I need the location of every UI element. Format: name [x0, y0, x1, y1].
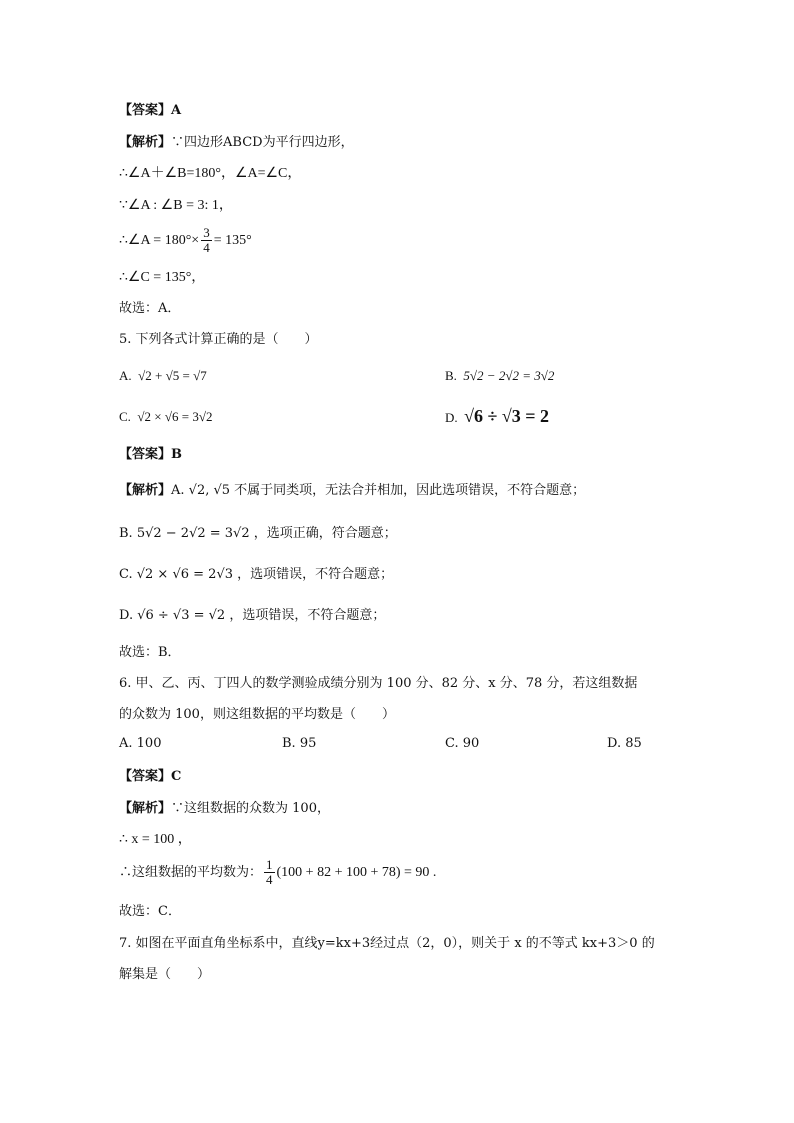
q6-option-b: B. 95 [282, 736, 317, 751]
q6-question-line1: 6. 甲、乙、丙、丁四人的数学测验成绩分别为 100 分、82 分、x 分、78 分，若这组数据 [119, 676, 638, 691]
q6-step-x: ∴ x = 100 ， [119, 832, 192, 847]
q5-option-c: C. √2 × √6 = 3√2 [119, 409, 213, 424]
q5-analysis-b: B. 5√2 − 2√2 = 3√2 ，选项正确，符合题意； [119, 526, 397, 541]
q7-question-line1: 7. 如图在平面直角坐标系中，直线y=kx+3经过点（2，0），则关于 x 的不等式 kx+3＞0 的 [119, 936, 655, 951]
q6-option-a: A. 100 [119, 736, 162, 751]
q4-analysis: 【解析】∵四边形ABCD为平行四边形， [119, 135, 354, 150]
q6-option-c: C. 90 [445, 736, 480, 751]
q4-step-ratio: ∵∠A : ∠B = 3: 1， [119, 198, 233, 213]
fraction: $\frac{1}{4}$ [266, 857, 273, 887]
q6-answer: 【答案】C [119, 769, 182, 784]
q5-answer: 【答案】B [119, 447, 182, 462]
q7-question-line2: 解集是（ ） [119, 967, 211, 982]
q6-analysis: 【解析】∵这组数据的众数为 100， [119, 801, 330, 816]
q4-step-angle-a: ∴∠A = 180°× $\frac{3}{4}$ = 135° [119, 225, 252, 256]
q5-analysis-a: 【解析】A. √2, √5 不属于同类项，无法合并相加，因此选项错误，不符合题意； [119, 483, 586, 498]
q5-option-a: A. √2 + √5 = √7 [119, 368, 207, 383]
q4-step-angle-c: ∴∠C = 135°， [119, 270, 206, 285]
q5-analysis-d: D. √6 ÷ √3 = √2 ，选项错误，不符合题意； [119, 608, 386, 623]
q5-conclusion: 故选：B． [119, 645, 181, 660]
q5-option-b: B. 5√2 − 2√2 = 3√2 [445, 368, 555, 383]
q4-step-angles-sum: ∴∠A＋∠B=180°，∠A=∠C， [119, 166, 302, 181]
fraction: $\frac{3}{4}$ [203, 225, 210, 256]
q5-question: 5. 下列各式计算正确的是（ ） [119, 332, 318, 347]
q6-option-d: D. 85 [607, 736, 642, 751]
q6-conclusion: 故选：C． [119, 904, 181, 919]
q5-option-d: D. √6 ÷ √3 = 2 [445, 406, 550, 426]
q6-question-line2: 的众数为 100，则这组数据的平均数是（ ） [119, 707, 395, 722]
q6-step-mean: ∴这组数据的平均数为： $\frac{1}{4}$ (100 + 82 + 100 + 78) = 90 . [119, 857, 437, 887]
q4-answer: 【答案】A [119, 103, 182, 118]
q4-conclusion: 故选：A． [119, 301, 181, 316]
q5-analysis-c: C. √2 × √6 = 2√3 ，选项错误，不符合题意； [119, 567, 394, 582]
